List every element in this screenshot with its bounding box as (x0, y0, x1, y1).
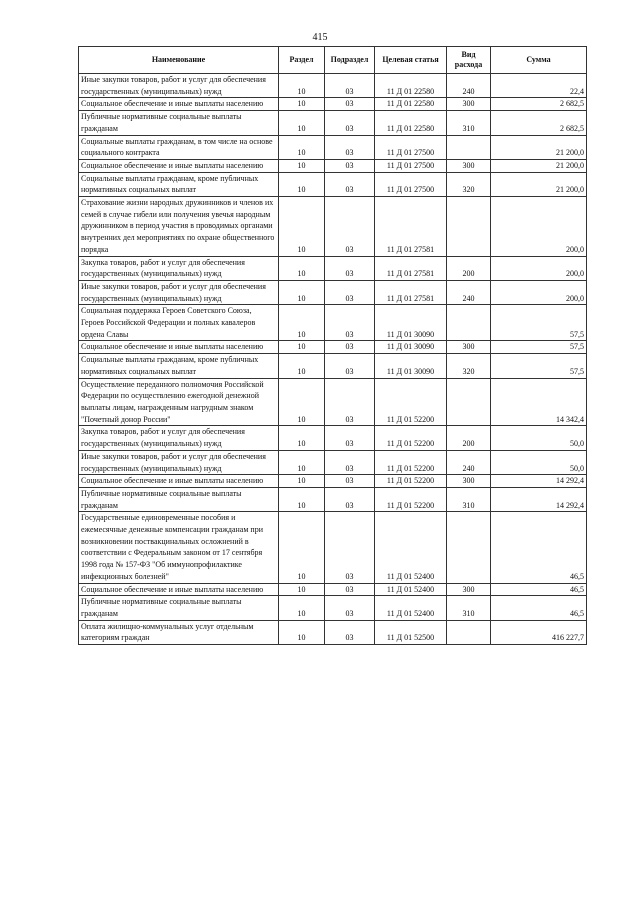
column-header-subsection: Подраздел (325, 47, 375, 74)
row-target-cell: 11 Д 01 52200 (375, 426, 447, 450)
row-expense-type-cell: 310 (447, 596, 491, 620)
table-row (79, 378, 587, 426)
row-amount-cell: 200,0 (491, 280, 587, 304)
row-amount-cell: 50,0 (491, 426, 587, 450)
row-subsection-cell: 03 (325, 354, 375, 378)
row-target-cell: 11 Д 01 52200 (375, 450, 447, 474)
row-name-cell: Социальная поддержка Героев Советского Союза, Героев Российской Федерации и полных кавалеров ордена Славы (79, 305, 279, 341)
row-expense-type-cell: 200 (447, 256, 491, 280)
row-target-cell: 11 Д 01 27500 (375, 172, 447, 196)
row-section-cell: 10 (279, 426, 325, 450)
row-section-cell: 10 (279, 305, 325, 341)
table-header-row (79, 47, 587, 74)
table-row (79, 98, 587, 111)
row-expense-type-cell: 300 (447, 475, 491, 488)
row-target-cell: 11 Д 01 52500 (375, 620, 447, 644)
row-name-cell: Закупка товаров, работ и услуг для обеспечения государственных (муниципальных) нужд (79, 256, 279, 280)
row-amount-cell: 21 200,0 (491, 135, 587, 159)
row-subsection-cell: 03 (325, 197, 375, 257)
row-expense-type-cell: 300 (447, 341, 491, 354)
row-subsection-cell: 03 (325, 305, 375, 341)
table-body (79, 74, 587, 645)
row-subsection-cell: 03 (325, 512, 375, 583)
row-section-cell: 10 (279, 487, 325, 511)
row-amount-cell: 46,5 (491, 512, 587, 583)
row-subsection-cell: 03 (325, 159, 375, 172)
row-section-cell: 10 (279, 475, 325, 488)
row-amount-cell: 21 200,0 (491, 159, 587, 172)
row-target-cell: 11 Д 01 52200 (375, 378, 447, 426)
row-name-cell: Социальное обеспечение и иные выплаты населению (79, 98, 279, 111)
row-expense-type-cell: 240 (447, 280, 491, 304)
row-section-cell: 10 (279, 354, 325, 378)
row-amount-cell: 57,5 (491, 305, 587, 341)
row-subsection-cell: 03 (325, 135, 375, 159)
table-row (79, 512, 587, 583)
row-name-cell: Социальные выплаты гражданам, в том числе на основе социального контракта (79, 135, 279, 159)
column-header-amount: Сумма (491, 47, 587, 74)
row-subsection-cell: 03 (325, 341, 375, 354)
row-subsection-cell: 03 (325, 378, 375, 426)
row-section-cell: 10 (279, 280, 325, 304)
row-subsection-cell: 03 (325, 256, 375, 280)
row-name-cell: Осуществление переданного полномочия Российской Федерации по осуществлению ежегодной денежной выплаты лицам, награжденным нагрудным знаком "Почетный донор России" (79, 378, 279, 426)
row-target-cell: 11 Д 01 22580 (375, 111, 447, 135)
table-row (79, 172, 587, 196)
row-amount-cell: 57,5 (491, 341, 587, 354)
row-target-cell: 11 Д 01 27581 (375, 256, 447, 280)
row-section-cell: 10 (279, 135, 325, 159)
row-expense-type-cell (447, 305, 491, 341)
row-expense-type-cell: 240 (447, 74, 491, 98)
table-row (79, 74, 587, 98)
row-amount-cell: 200,0 (491, 256, 587, 280)
row-name-cell: Иные закупки товаров, работ и услуг для обеспечения государственных (муниципальных) нужд (79, 74, 279, 98)
table-row (79, 475, 587, 488)
row-section-cell: 10 (279, 620, 325, 644)
row-target-cell: 11 Д 01 52200 (375, 475, 447, 488)
row-section-cell: 10 (279, 74, 325, 98)
row-section-cell: 10 (279, 256, 325, 280)
row-expense-type-cell: 300 (447, 583, 491, 596)
row-name-cell: Социальные выплаты гражданам, кроме публичных нормативных социальных выплат (79, 354, 279, 378)
row-subsection-cell: 03 (325, 620, 375, 644)
row-target-cell: 11 Д 01 27500 (375, 159, 447, 172)
table-row (79, 135, 587, 159)
row-section-cell: 10 (279, 378, 325, 426)
row-target-cell: 11 Д 01 27500 (375, 135, 447, 159)
row-expense-type-cell: 320 (447, 354, 491, 378)
row-amount-cell: 14 342,4 (491, 378, 587, 426)
row-amount-cell: 14 292,4 (491, 487, 587, 511)
row-expense-type-cell: 310 (447, 487, 491, 511)
row-name-cell: Оплата жилищно-коммунальных услуг отдельным категориям граждан (79, 620, 279, 644)
page-number: 415 (312, 32, 328, 43)
row-name-cell: Страхование жизни народных дружинников и членов их семей в случае гибели или получения увечья народным дружинником в период участия в проводимых органами внутренних дел мероприятиях по охране общественного порядка (79, 197, 279, 257)
table-row (79, 583, 587, 596)
row-section-cell: 10 (279, 159, 325, 172)
row-amount-cell: 50,0 (491, 450, 587, 474)
row-subsection-cell: 03 (325, 596, 375, 620)
row-name-cell: Государственные единовременные пособия и ежемесячные денежные компенсации гражданам при возникновении поствакцинальных осложнений в соответствии с Федеральным законом от 17 сентября 1998 года № 157-ФЗ "Об иммунопрофилактике инфекционных болезней" (79, 512, 279, 583)
column-header-expense-type: Вид расхода (447, 47, 491, 74)
row-subsection-cell: 03 (325, 111, 375, 135)
row-target-cell: 11 Д 01 27581 (375, 280, 447, 304)
row-subsection-cell: 03 (325, 475, 375, 488)
row-target-cell: 11 Д 01 30090 (375, 305, 447, 341)
row-target-cell: 11 Д 01 22580 (375, 74, 447, 98)
row-name-cell: Социальное обеспечение и иные выплаты населению (79, 583, 279, 596)
row-name-cell: Иные закупки товаров, работ и услуг для обеспечения государственных (муниципальных) нужд (79, 450, 279, 474)
row-expense-type-cell: 240 (447, 450, 491, 474)
row-subsection-cell: 03 (325, 487, 375, 511)
column-header-target: Целевая статья (375, 47, 447, 74)
row-section-cell: 10 (279, 172, 325, 196)
table-row (79, 620, 587, 644)
row-name-cell: Публичные нормативные социальные выплаты гражданам (79, 596, 279, 620)
row-target-cell: 11 Д 01 52400 (375, 583, 447, 596)
table-row (79, 159, 587, 172)
table-row (79, 426, 587, 450)
row-expense-type-cell: 310 (447, 111, 491, 135)
row-subsection-cell: 03 (325, 426, 375, 450)
row-amount-cell: 2 682,5 (491, 98, 587, 111)
row-expense-type-cell (447, 135, 491, 159)
row-expense-type-cell (447, 378, 491, 426)
row-expense-type-cell (447, 512, 491, 583)
row-name-cell: Социальное обеспечение и иные выплаты населению (79, 341, 279, 354)
table-row (79, 487, 587, 511)
row-amount-cell: 21 200,0 (491, 172, 587, 196)
row-name-cell: Публичные нормативные социальные выплаты гражданам (79, 487, 279, 511)
row-amount-cell: 22,4 (491, 74, 587, 98)
row-target-cell: 11 Д 01 30090 (375, 341, 447, 354)
row-target-cell: 11 Д 01 30090 (375, 354, 447, 378)
row-subsection-cell: 03 (325, 450, 375, 474)
row-expense-type-cell (447, 197, 491, 257)
row-section-cell: 10 (279, 111, 325, 135)
row-amount-cell: 416 227,7 (491, 620, 587, 644)
column-header-section: Раздел (279, 47, 325, 74)
table-row (79, 305, 587, 341)
row-target-cell: 11 Д 01 22580 (375, 98, 447, 111)
row-section-cell: 10 (279, 341, 325, 354)
row-amount-cell: 57,5 (491, 354, 587, 378)
row-subsection-cell: 03 (325, 74, 375, 98)
row-subsection-cell: 03 (325, 280, 375, 304)
row-target-cell: 11 Д 01 27581 (375, 197, 447, 257)
row-amount-cell: 200,0 (491, 197, 587, 257)
row-section-cell: 10 (279, 197, 325, 257)
row-expense-type-cell: 200 (447, 426, 491, 450)
row-name-cell: Социальное обеспечение и иные выплаты населению (79, 475, 279, 488)
table-row (79, 596, 587, 620)
row-section-cell: 10 (279, 583, 325, 596)
row-target-cell: 11 Д 01 52200 (375, 487, 447, 511)
row-section-cell: 10 (279, 512, 325, 583)
row-expense-type-cell: 300 (447, 98, 491, 111)
row-name-cell: Иные закупки товаров, работ и услуг для обеспечения государственных (муниципальных) нужд (79, 280, 279, 304)
row-expense-type-cell: 320 (447, 172, 491, 196)
row-section-cell: 10 (279, 596, 325, 620)
row-amount-cell: 46,5 (491, 583, 587, 596)
row-subsection-cell: 03 (325, 172, 375, 196)
row-expense-type-cell: 300 (447, 159, 491, 172)
row-target-cell: 11 Д 01 52400 (375, 596, 447, 620)
budget-table (78, 46, 587, 645)
table-row (79, 280, 587, 304)
row-subsection-cell: 03 (325, 583, 375, 596)
row-amount-cell: 46,5 (491, 596, 587, 620)
row-name-cell: Публичные нормативные социальные выплаты гражданам (79, 111, 279, 135)
table-row (79, 111, 587, 135)
row-amount-cell: 14 292,4 (491, 475, 587, 488)
table-row (79, 197, 587, 257)
row-amount-cell: 2 682,5 (491, 111, 587, 135)
row-subsection-cell: 03 (325, 98, 375, 111)
table-row (79, 450, 587, 474)
table-row (79, 341, 587, 354)
row-section-cell: 10 (279, 98, 325, 111)
table-row (79, 354, 587, 378)
row-name-cell: Социальное обеспечение и иные выплаты населению (79, 159, 279, 172)
table-row (79, 256, 587, 280)
row-expense-type-cell (447, 620, 491, 644)
row-name-cell: Закупка товаров, работ и услуг для обеспечения государственных (муниципальных) нужд (79, 426, 279, 450)
row-section-cell: 10 (279, 450, 325, 474)
column-header-name: Наименование (79, 47, 279, 74)
row-name-cell: Социальные выплаты гражданам, кроме публичных нормативных социальных выплат (79, 172, 279, 196)
row-target-cell: 11 Д 01 52400 (375, 512, 447, 583)
